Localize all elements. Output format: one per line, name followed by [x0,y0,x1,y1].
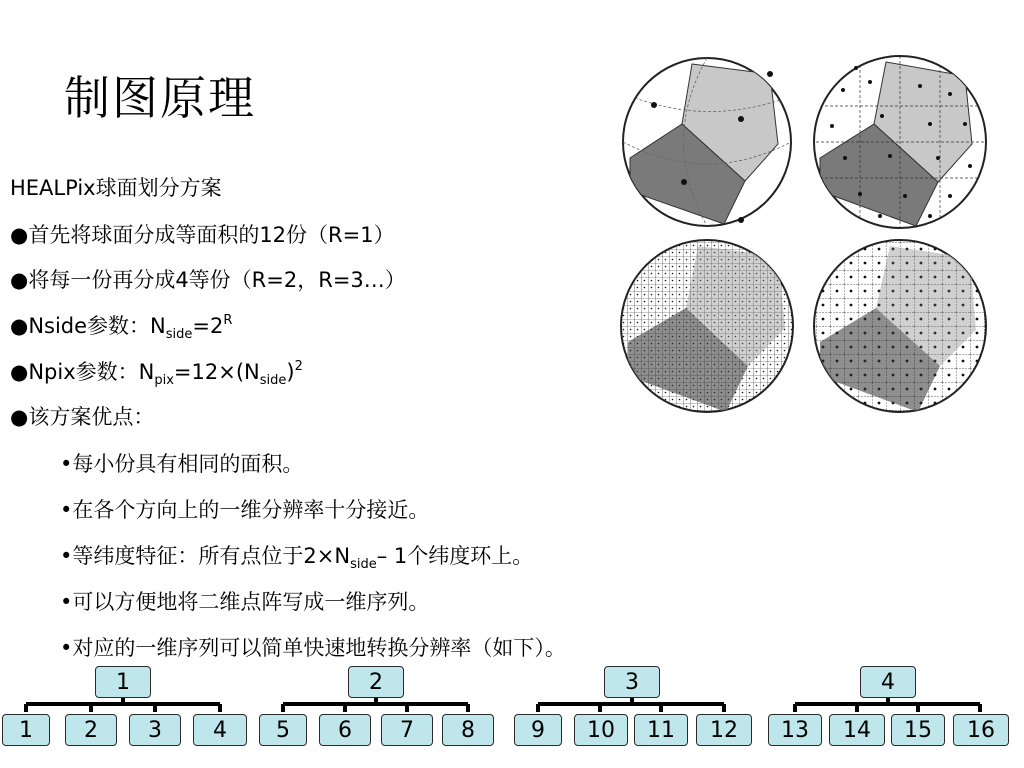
page-title: 制图原理 [64,71,256,125]
tree-child-11: 11 [634,714,688,746]
tree-child-4: 4 [193,714,247,746]
advantage-latitude: •等纬度特征：所有点位于$2\times N_{side}-$ 1个纬度环上。 [60,544,534,572]
advantage-equal-area: •每小份具有相同的面积。 [60,452,304,476]
tree-child-10: 10 [574,714,628,746]
advantage-resolution-convert: •对应的一维序列可以简单快速地转换分辨率（如下）。 [60,636,566,660]
tree-child-3: 3 [129,714,181,746]
advantage-1d-sequence: •可以方便地将二维点阵写成一维序列。 [60,590,430,614]
tree-child-12: 12 [696,714,752,746]
tree-parent-2: 2 [348,666,404,698]
sphere-r1 [623,58,791,226]
bullet-divide-12: ●首先将球面分成等面积的12份（R=1） [10,223,395,247]
tree-child-5: 5 [259,714,307,746]
advantages-heading: ●该方案优点： [10,405,155,429]
tree-parent-4: 4 [860,666,916,698]
sphere-r3 [621,240,793,412]
tree-child-14: 14 [829,714,885,746]
tree-parent-3: 3 [604,666,660,698]
npix-formula: ●Npix参数：$N_{pix}=12\times(N_{side})^2$ [10,359,303,388]
tree-child-6: 6 [319,714,371,746]
tree-child-15: 15 [891,714,945,746]
healpix-spheres-figure [620,46,1000,422]
scheme-heading: HEALPix球面划分方案 [10,176,222,200]
tree-child-1: 1 [2,714,50,746]
nside-formula: ●Nside参数：$N_{side}=2^R$ [10,313,233,342]
advantage-resolution: •在各个方向上的一维分辨率十分接近。 [60,498,430,522]
tree-child-8: 8 [442,714,494,746]
sphere-r2 [814,56,986,228]
tree-child-2: 2 [65,714,117,746]
tree-child-7: 7 [381,714,433,746]
tree-child-9: 9 [514,714,562,746]
resolution-tree [0,662,1024,768]
bullet-divide-4: ●将每一份再分成4等份（R=2，R=3…） [10,268,406,292]
tree-child-16: 16 [953,714,1009,746]
tree-parent-1: 1 [95,666,151,698]
tree-child-13: 13 [768,714,822,746]
sphere-r4 [814,240,986,412]
